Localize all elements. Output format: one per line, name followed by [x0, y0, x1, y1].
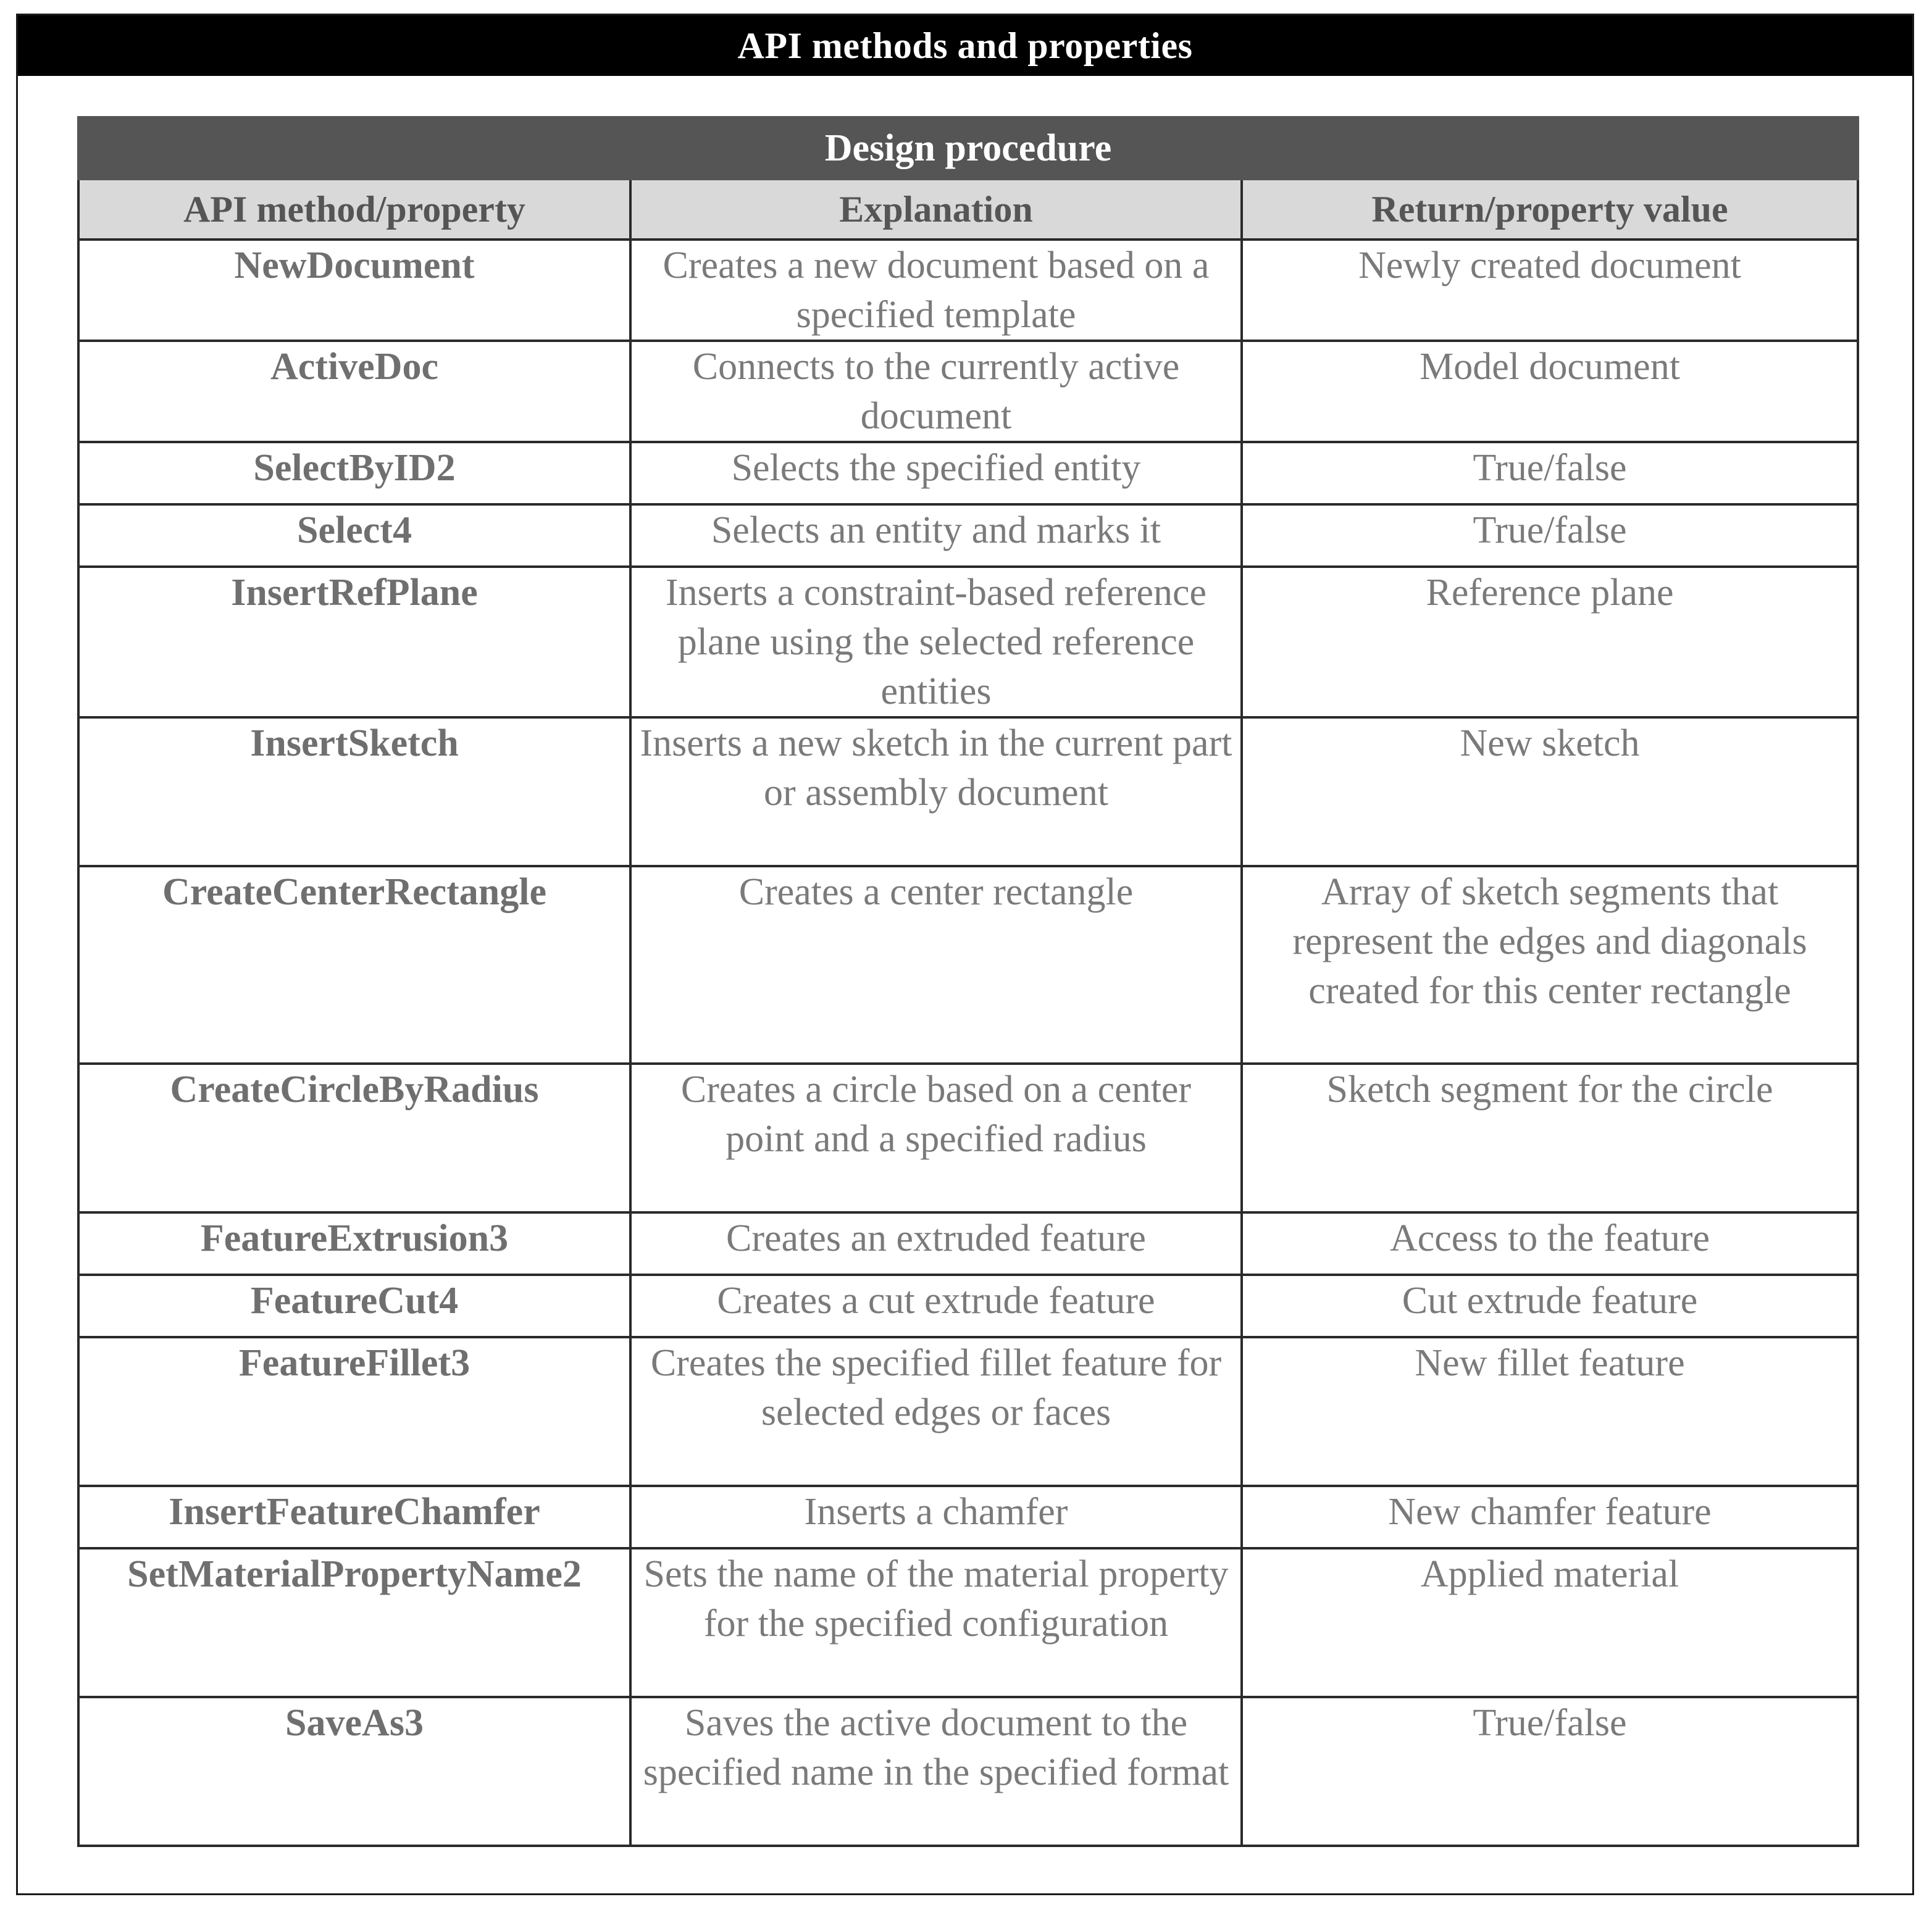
return-cell: True/false	[1242, 504, 1858, 567]
return-cell: Sketch segment for the circle	[1242, 1064, 1858, 1212]
table-row	[78, 1697, 1858, 1846]
method-cell: ActiveDoc	[78, 341, 630, 442]
table-row	[78, 1064, 1858, 1212]
return-cell: Model document	[1242, 341, 1858, 442]
explanation-cell: Connects to the currently active document	[630, 341, 1242, 442]
return-cell: New chamfer feature	[1242, 1486, 1858, 1548]
explanation-cell: Saves the active document to the specified name in the specified format	[630, 1697, 1242, 1846]
explanation-cell: Creates a circle based on a center point and a specified radius	[630, 1064, 1242, 1212]
method-cell: SelectByID2	[78, 442, 630, 504]
api-table	[77, 116, 1859, 1847]
column-header-return: Return/property value	[1242, 179, 1858, 240]
return-cell: New sketch	[1242, 717, 1858, 866]
method-cell: InsertSketch	[78, 717, 630, 866]
section-title: Design procedure	[78, 117, 1858, 179]
explanation-cell: Inserts a chamfer	[630, 1486, 1242, 1548]
document-frame	[16, 14, 1914, 1895]
explanation-cell: Creates an extruded feature	[630, 1212, 1242, 1275]
table-row	[78, 866, 1858, 1064]
method-cell: SaveAs3	[78, 1697, 630, 1846]
return-cell: Cut extrude feature	[1242, 1275, 1858, 1337]
table-row	[78, 341, 1858, 442]
method-cell: FeatureFillet3	[78, 1337, 630, 1486]
return-cell: True/false	[1242, 442, 1858, 504]
table-row	[78, 504, 1858, 567]
explanation-cell: Creates the specified fillet feature for selected edges or faces	[630, 1337, 1242, 1486]
explanation-cell: Creates a center rectangle	[630, 866, 1242, 1064]
return-cell: Newly created document	[1242, 240, 1858, 341]
method-cell: Select4	[78, 504, 630, 567]
explanation-cell: Creates a cut extrude feature	[630, 1275, 1242, 1337]
explanation-cell: Selects an entity and marks it	[630, 504, 1242, 567]
return-cell: Reference plane	[1242, 567, 1858, 717]
table-row	[78, 567, 1858, 717]
explanation-cell: Selects the specified entity	[630, 442, 1242, 504]
explanation-cell: Creates a new document based on a specified template	[630, 240, 1242, 341]
method-cell: SetMaterialPropertyName2	[78, 1548, 630, 1697]
method-cell: FeatureExtrusion3	[78, 1212, 630, 1275]
table-row	[78, 717, 1858, 866]
table-row	[78, 1337, 1858, 1486]
method-cell: CreateCenterRectangle	[78, 866, 630, 1064]
table-row	[78, 1486, 1858, 1548]
table-row	[78, 442, 1858, 504]
return-cell: New fillet feature	[1242, 1337, 1858, 1486]
table-row	[78, 240, 1858, 341]
return-cell: True/false	[1242, 1697, 1858, 1846]
method-cell: NewDocument	[78, 240, 630, 341]
api-table-container	[77, 116, 1857, 1847]
table-row	[78, 1212, 1858, 1275]
table-row	[78, 1275, 1858, 1337]
method-cell: InsertFeatureChamfer	[78, 1486, 630, 1548]
column-header-row	[78, 179, 1858, 240]
return-cell: Access to the feature	[1242, 1212, 1858, 1275]
column-header-method: API method/property	[78, 179, 630, 240]
return-cell: Array of sketch segments that represent the edges and diagonals created for this center rectangle	[1242, 866, 1858, 1064]
return-cell: Applied material	[1242, 1548, 1858, 1697]
page-title: API methods and properties	[18, 15, 1912, 76]
explanation-cell: Sets the name of the material property for the specified configuration	[630, 1548, 1242, 1697]
table-row	[78, 1548, 1858, 1697]
method-cell: CreateCircleByRadius	[78, 1064, 630, 1212]
method-cell: InsertRefPlane	[78, 567, 630, 717]
section-header-row	[78, 117, 1858, 179]
column-header-explanation: Explanation	[630, 179, 1242, 240]
explanation-cell: Inserts a constraint-based reference plane using the selected reference entities	[630, 567, 1242, 717]
explanation-cell: Inserts a new sketch in the current part or assembly document	[630, 717, 1242, 866]
method-cell: FeatureCut4	[78, 1275, 630, 1337]
